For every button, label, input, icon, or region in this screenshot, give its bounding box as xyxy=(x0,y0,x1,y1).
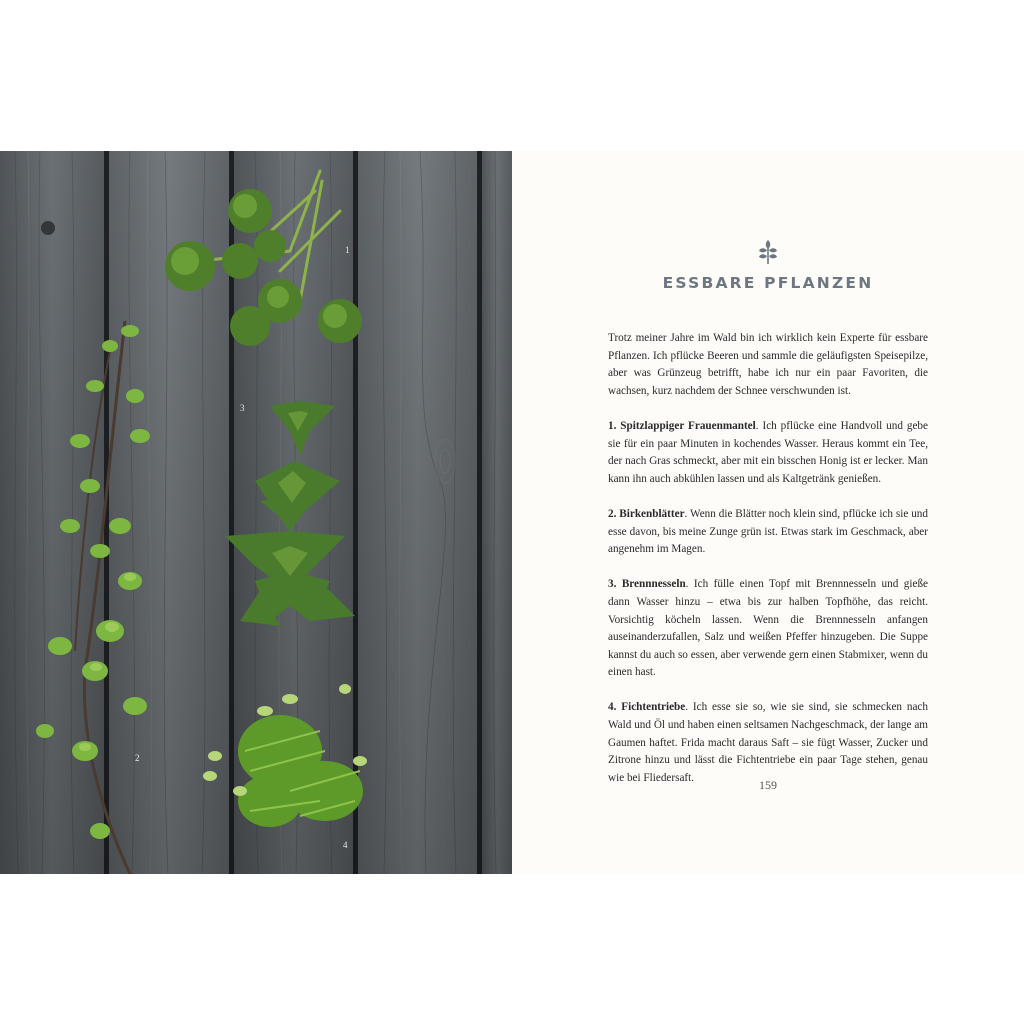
item-paragraph xyxy=(608,699,928,787)
item-paragraph xyxy=(608,418,928,488)
marker-1: 1 xyxy=(345,245,350,255)
item-text: . Ich esse sie so, wie sie sind, sie schmecken nach Wald und Öl und haben einen seltsamen Nachgeschmack, der lange am Gaumen haftet. Frida macht daraus Saft – sie fügt Wasser, Zucker und Zitrone hinzu und lässt die Fichtentriebe ein paar Tage stehen, genau wie bei Fliedersaft. xyxy=(608,701,928,784)
leaf-sprig-icon xyxy=(755,237,781,267)
item-paragraph xyxy=(608,576,928,682)
intro-paragraph: Trotz meiner Jahre im Wald bin ich wirklich kein Experte für essbare Pflanzen. Ich pflücke Beeren und sammle die geläufigsten Speisepilze, aber was Grünzeug betrifft, habe ich nur ein paar Favoriten, die wachsen, kurz nachdem der Schnee verschwunden ist. xyxy=(608,332,928,397)
page-title: ESSBARE PFLANZEN xyxy=(662,274,874,292)
marker-2: 2 xyxy=(135,753,140,763)
item-text: . Ich fülle einen Topf mit Brennnesseln und gieße dann Wasser hinzu – etwa bis zur halben Topfhöhe, das reicht. Vorsichtig köcheln lassen. Wenn die Brennnesseln anfangen auseinanderzufallen, Salz und weißen Pfeffer hinzugeben. Die Suppe kannst du auch so essen, aber verwende gern einen Stabmixer, wenn du einen hast. xyxy=(608,578,929,679)
page-number: 159 xyxy=(759,778,777,792)
marker-3: 3 xyxy=(240,403,245,413)
book-spread xyxy=(0,151,1024,874)
marker-4: 4 xyxy=(343,840,348,850)
item-label: 2. Birkenblätter xyxy=(608,507,685,520)
item-label: 3. Brennnesseln xyxy=(608,578,686,591)
item-text: . Wenn die Blätter noch klein sind, pflücke ich sie und esse davon, bis meine Zunge grün ist. Etwas stark im Geschmack, aber angenehm im Magen. xyxy=(608,507,928,556)
item-label: 1. Spitzlappiger Frauenmantel xyxy=(608,419,756,432)
page-body xyxy=(608,330,928,805)
item-label: 4. Fichtentriebe xyxy=(608,701,686,714)
plants-photo xyxy=(0,151,512,874)
text-page xyxy=(512,151,1024,874)
item-text: . Ich pflücke eine Handvoll und gebe sie für ein paar Minuten in kochendes Wasser. Heraus kommt ein Tee, der nach Gras schmeckt, aber mit ein bisschen Honig ist er lecker. Man kann ihn auch abkühlen lassen und als Kaltgetränk genießen. xyxy=(608,419,928,485)
wooden-boards-illustration xyxy=(0,151,512,874)
item-paragraph xyxy=(608,506,928,559)
